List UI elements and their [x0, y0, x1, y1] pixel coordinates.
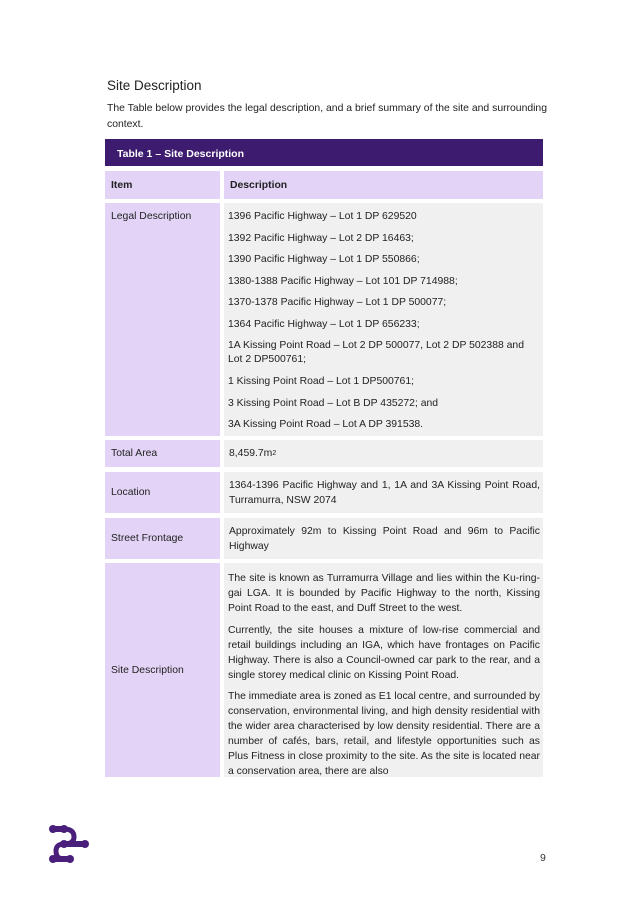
site-paragraph: Currently, the site houses a mixture of low-rise commercial and retail buildings including an IGA, which have frontages on Pacific Highway. There is also a Council-owned car park to the rear, and a single storey medical clinic on Kissing Point Road.	[228, 625, 540, 681]
total-area-label: Total Area	[105, 440, 220, 467]
location-value: 1364-1396 Pacific Highway and 1, 1A and 3A Kissing Point Road, Turramurra, NSW 2074	[229, 479, 540, 506]
location-label: Location	[105, 472, 220, 513]
street-frontage-cell	[224, 518, 543, 559]
column-header-description: Description	[224, 171, 543, 199]
location-cell	[224, 472, 543, 513]
company-logo-icon	[48, 824, 90, 864]
area-unit-superscript: 2	[272, 450, 277, 457]
street-frontage-value: Approximately 92m to Kissing Point Road and 96m to Pacific Highway	[229, 525, 540, 552]
street-frontage-label: Street Frontage	[105, 518, 220, 559]
legal-line: 1392 Pacific Highway – Lot 2 DP 16463;	[228, 233, 414, 244]
table-title: Table 1 – Site Description	[105, 139, 543, 166]
total-area-number: 8,459.7m	[229, 448, 273, 459]
legal-line: 1 Kissing Point Road – Lot 1 DP500761;	[228, 376, 415, 387]
legal-line: 3A Kissing Point Road – Lot A DP 391538.	[228, 419, 424, 430]
site-paragraph: The site is known as Turramurra Village and lies within the Ku-ring-gai LGA. It is bounded by Pacific Highway to the north, Kissing Point Road to the east, and Duff Street to the west.	[228, 573, 540, 614]
site-paragraph: The immediate area is zoned as E1 local centre, and surrounded by conservation, environmental living, and high density residential with the wider area characterised by low density residential. There are a number of cafés, bars, retail, and lifestyle opportunities such as Plus Fitness in close proximity to the site. As the site is located near a conservation area, there are also	[228, 691, 540, 777]
page-number: 9	[540, 852, 546, 864]
intro-paragraph: The Table below provides the legal description, and a brief summary of the site and surrounding context.	[107, 103, 547, 130]
site-description-label: Site Description	[105, 563, 220, 777]
legal-line: 3 Kissing Point Road – Lot B DP 435272; and	[228, 398, 439, 409]
legal-line: 1390 Pacific Highway – Lot 1 DP 550866;	[228, 254, 420, 265]
legal-line: 1A Kissing Point Road – Lot 2 DP 500077, Lot 2 DP 502388 and Lot 2 DP500761;	[228, 340, 524, 365]
legal-line: 1396 Pacific Highway – Lot 1 DP 629520	[228, 211, 417, 222]
legal-line: 1364 Pacific Highway – Lot 1 DP 656233;	[228, 319, 420, 330]
legal-line: 1370-1378 Pacific Highway – Lot 1 DP 500077;	[228, 297, 447, 308]
total-area-value	[224, 440, 543, 467]
legal-description-cell	[224, 203, 543, 436]
legal-line: 1380-1388 Pacific Highway – Lot 101 DP 714988;	[228, 276, 458, 287]
legal-description-label: Legal Description	[105, 203, 220, 436]
site-description-cell	[224, 563, 543, 777]
column-header-item: Item	[105, 171, 220, 199]
section-heading: Site Description	[107, 78, 202, 93]
